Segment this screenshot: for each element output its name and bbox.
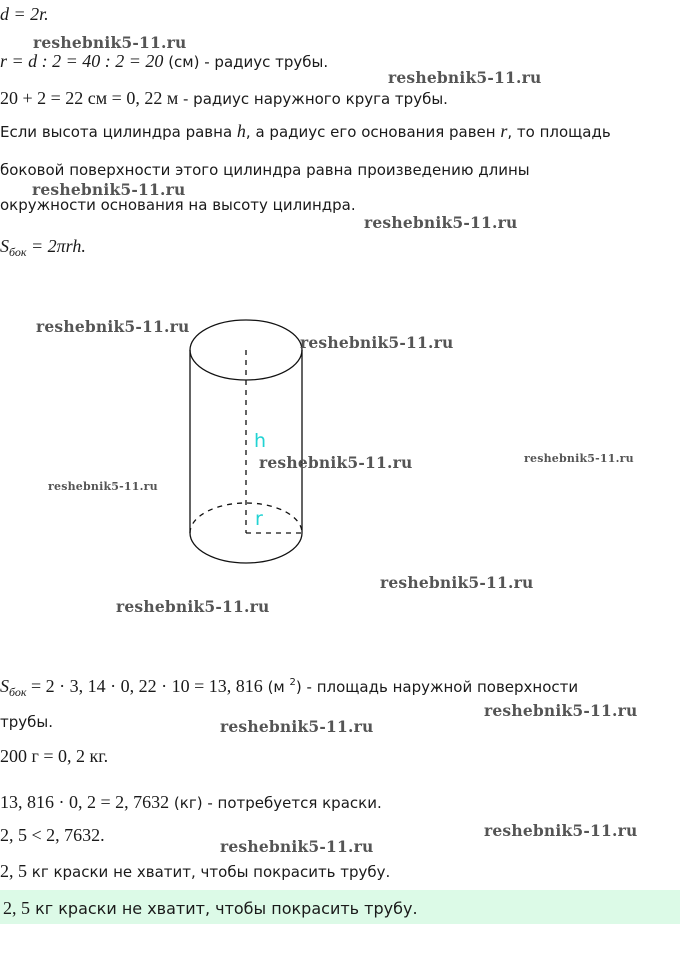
calc-text: - площадь наружной поверхности <box>301 678 579 696</box>
answer-box <box>0 890 680 924</box>
watermark: reshebnik5-11.ru <box>484 701 638 720</box>
watermark: reshebnik5-11.ru <box>524 452 634 465</box>
mass-conversion-line <box>0 746 108 767</box>
watermark: reshebnik5-11.ru <box>48 480 158 493</box>
calc-unit-close: ) <box>295 678 302 696</box>
watermark: reshebnik5-11.ru <box>364 213 518 232</box>
cylinder-outline <box>190 320 302 563</box>
radius-math: r = d : 2 = 40 : 2 = 20 <box>0 51 164 71</box>
watermark: reshebnik5-11.ru <box>32 180 186 199</box>
calc-unit-open: (м <box>262 678 290 696</box>
conclusion-text: кг краски не хватит, чтобы покрасить трубу. <box>27 863 391 881</box>
outer-radius-text: - радиус наружного круга трубы. <box>178 90 448 108</box>
paragraph-math-r: r <box>500 121 508 141</box>
watermark: reshebnik5-11.ru <box>220 717 374 736</box>
watermark: reshebnik5-11.ru <box>380 573 534 592</box>
paragraph-text-1a: Если высота цилиндра равна <box>0 123 237 141</box>
watermark: reshebnik5-11.ru <box>220 837 374 856</box>
formula-sub: бок <box>9 245 27 259</box>
answer-math: 2, 5 <box>3 898 30 918</box>
paragraph-text-1b: , а радиус его основания равен <box>245 123 501 141</box>
watermark: reshebnik5-11.ru <box>484 821 638 840</box>
paragraph-text-1c: , то площадь <box>507 123 611 141</box>
calc-unit-exponent: 2 <box>289 677 296 688</box>
paragraph-text-2: боковой поверхности этого цилиндра равна произведению длины <box>0 161 530 179</box>
calc-sub: бок <box>9 685 27 699</box>
cylinder-bottom-back <box>190 503 302 533</box>
answer-text <box>3 898 418 919</box>
formula-s: S <box>0 236 9 256</box>
conclusion-math: 2, 5 <box>0 861 27 881</box>
height-label: h <box>254 430 267 452</box>
comparison-math: 2, 5 < 2, 7632. <box>0 825 105 845</box>
paint-math: 13, 816 · 0, 2 = 2, 7632 <box>0 792 170 812</box>
math-d-equals-2r: d = 2r. <box>0 4 49 24</box>
calc-s: S <box>0 676 9 696</box>
watermark: reshebnik5-11.ru <box>33 33 187 52</box>
formula-rest: = 2πrh. <box>26 236 86 256</box>
cylinder-bottom-front <box>190 533 302 563</box>
answer-label: кг краски не хватит, чтобы покрасить трубу. <box>30 899 418 918</box>
watermark: reshebnik5-11.ru <box>388 68 542 87</box>
radius-label: r <box>255 508 263 530</box>
watermark: reshebnik5-11.ru <box>300 333 454 352</box>
area-calculation-line-2 <box>0 713 53 731</box>
area-calculation-line <box>0 676 578 697</box>
conclusion-line <box>0 861 390 882</box>
watermark: reshebnik5-11.ru <box>116 597 270 616</box>
mass-math: 200 г = 0, 2 кг. <box>0 746 109 766</box>
watermark: reshebnik5-11.ru <box>259 453 413 472</box>
calc-text-2: трубы. <box>0 713 53 731</box>
outer-radius-math: 20 + 2 = 22 см = 0, 22 м <box>0 88 179 108</box>
comparison-line <box>0 825 105 846</box>
radius-text: (см) - радиус трубы. <box>163 53 329 71</box>
watermark: reshebnik5-11.ru <box>36 317 190 336</box>
paint-text: (кг) - потребуется краски. <box>169 794 382 812</box>
paint-needed-line <box>0 792 382 813</box>
calc-math: = 2 · 3, 14 · 0, 22 · 10 = 13, 816 <box>26 676 263 696</box>
paragraph-math-h: h <box>236 121 246 141</box>
paragraph-text-3: окружности основания на высоту цилиндра. <box>0 196 356 214</box>
